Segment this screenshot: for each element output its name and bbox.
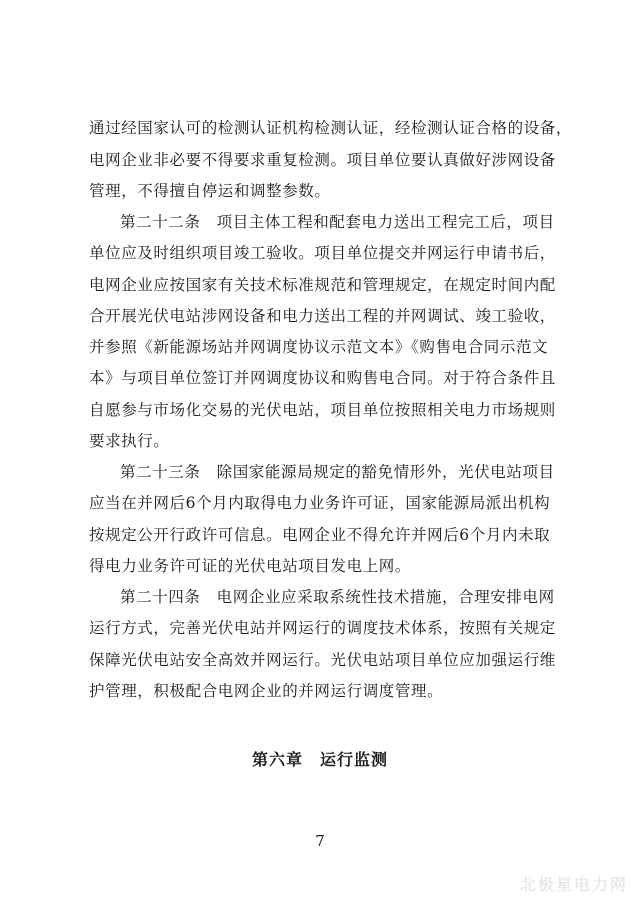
watermark-label: 北极星电力网 bbox=[520, 875, 629, 894]
body-line: 自愿参与市场化交易的光伏电站，项目单位按照相关电力市场规则 bbox=[89, 401, 556, 419]
watermark-caption: · · · · · · · · · · · · · · bbox=[585, 869, 628, 875]
article-23-first-line: 第二十三条 除国家能源局规定的豁免情形外，光伏电站项目 bbox=[120, 463, 555, 481]
body-line: 应当在并网后6个月内取得电力业务许可证，国家能源局派出机构 bbox=[89, 494, 551, 512]
article-24-first-line: 第二十四条 电网企业应采取系统性技术措施，合理安排电网 bbox=[120, 588, 555, 606]
body-line: 按规定公开行政许可信息。电网企业不得允许并网后6个月内未取 bbox=[89, 526, 551, 544]
body-line: 电网企业非必要不得要求重复检测。项目单位要认真做好涉网设备 bbox=[89, 151, 556, 169]
body-line: 管理，不得擅自停运和调整参数。 bbox=[89, 182, 331, 200]
body-line: 并参照《新能源场站并网调度协议示范文本》《购售电合同示范文 bbox=[89, 338, 549, 356]
body-line: 电网企业应按国家有关技术标准规范和管理规定，在规定时间内配 bbox=[89, 276, 556, 294]
site-watermark bbox=[520, 869, 628, 899]
body-line: 通过经国家认可的检测认证机构检测认证，经检测认证合格的设备， bbox=[89, 119, 573, 137]
article-22-first-line: 第二十二条 项目主体工程和配套电力送出工程完工后，项目 bbox=[120, 213, 555, 231]
body-line: 合开展光伏电站涉网设备和电力送出工程的并网调试、竣工验收， bbox=[89, 307, 556, 325]
body-line: 护管理，积极配合电网企业的并网运行调度管理。 bbox=[89, 682, 444, 700]
chapter-heading: 第六章 运行监测 bbox=[251, 750, 388, 769]
body-line: 保障光伏电站安全高效并网运行。光伏电站项目单位应加强运行维 bbox=[89, 651, 556, 669]
body-line: 得电力业务许可证的光伏电站项目发电上网。 bbox=[89, 557, 412, 575]
body-line: 运行方式，完善光伏电站并网运行的调度技术体系，按照有关规定 bbox=[89, 619, 556, 637]
body-line: 要求执行。 bbox=[89, 432, 170, 450]
page-number: 7 bbox=[315, 832, 325, 850]
body-line: 本》与项目单位签订并网调度协议和购售电合同。对于符合条件且 bbox=[89, 369, 556, 387]
body-line: 单位应及时组织项目竣工验收。项目单位提交并网运行申请书后， bbox=[89, 244, 556, 262]
